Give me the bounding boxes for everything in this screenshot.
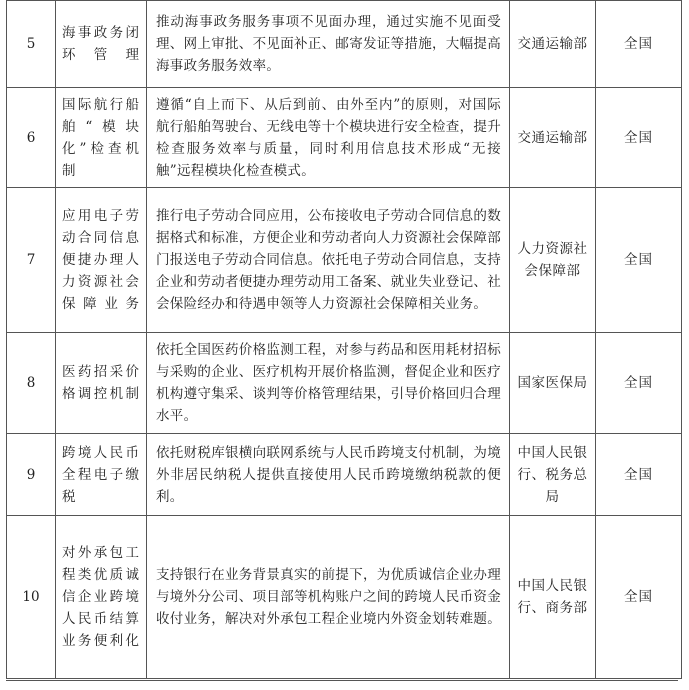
row-index: 5 xyxy=(26,36,36,52)
department: 人力资源社会保障部 xyxy=(517,241,588,279)
measure-name-cell xyxy=(56,516,147,679)
scope: 全国 xyxy=(624,129,653,146)
measure-description-cell xyxy=(147,1,510,88)
table-row xyxy=(7,1,682,88)
row-index-cell xyxy=(7,434,56,516)
department: 交通运输部 xyxy=(517,129,588,146)
department-cell xyxy=(510,516,596,679)
measure-description: 遵循“自上而下、从后到前、由外至内”的原则，对国际航行船舶驾驶台、无线电等十个模块进行安全检查，提升检查服务效率与质量，同时利用信息技术形成“无接触”远程模块化检查模式。 xyxy=(156,96,501,179)
measure-name: 海事政务闭环管理 xyxy=(62,25,140,63)
measure-description-cell xyxy=(147,188,510,333)
scope-cell xyxy=(596,516,682,679)
table-row xyxy=(7,434,682,516)
department-cell xyxy=(510,88,596,188)
department: 交通运输部 xyxy=(517,36,588,52)
measure-description: 推动海事政务服务事项不见面办理，通过实施不见面受理、网上审批、不见面补正、邮寄发证等措施，大幅提高海事政务服务效率。 xyxy=(156,14,501,74)
measure-name-cell xyxy=(56,188,147,333)
table-row xyxy=(7,516,682,679)
department: 中国人民银行、税务总局 xyxy=(517,444,588,505)
row-index-cell xyxy=(7,88,56,188)
department-cell xyxy=(510,188,596,333)
row-index: 6 xyxy=(26,129,36,146)
measure-description: 依托财税库银横向联网系统与人民币跨境支付机制，为境外非居民纳税人提供直接使用人民币跨境缴纳税款的便利。 xyxy=(156,444,501,505)
table-row xyxy=(7,88,682,188)
scope-cell xyxy=(596,434,682,516)
scope-cell xyxy=(596,1,682,88)
measure-description-cell xyxy=(147,88,510,188)
department: 中国人民银行、商务部 xyxy=(517,578,588,616)
measure-description: 支持银行在业务背景真实的前提下，为优质诚信企业办理与境外分公司、项目部等机构账户之间的跨境人民币资金收付业务，解决对外承包工程企业境内外资金划转难题。 xyxy=(156,567,501,627)
measures-table xyxy=(6,0,682,679)
measure-description: 依托全国医药价格监测工程，对参与药品和医用耗材招标与采购的企业、医疗机构开展价格监测，督促企业和医疗机构遵守集采、谈判等价格管理结果，引导价格回归合理水平。 xyxy=(156,342,501,424)
measure-name-cell xyxy=(56,434,147,516)
row-index: 9 xyxy=(26,466,36,483)
row-index-cell xyxy=(7,1,56,88)
row-index: 7 xyxy=(26,252,36,268)
scope-cell xyxy=(596,333,682,434)
row-index: 10 xyxy=(22,589,40,605)
measure-name-cell xyxy=(56,1,147,88)
department-cell xyxy=(510,1,596,88)
department: 国家医保局 xyxy=(517,375,588,391)
measure-name: 对外承包工程类优质诚信企业跨境人民币结算业务便利化 xyxy=(62,545,140,649)
measure-description-cell xyxy=(147,516,510,679)
measure-name: 应用电子劳动合同信息便捷办理人力资源社会保障业务 xyxy=(62,208,140,312)
measure-description-cell xyxy=(147,333,510,434)
row-index-cell xyxy=(7,188,56,333)
scope-cell xyxy=(596,188,682,333)
scope: 全国 xyxy=(624,375,653,391)
row-index: 8 xyxy=(26,375,36,391)
table-row xyxy=(7,188,682,333)
row-index-cell xyxy=(7,333,56,434)
scope: 全国 xyxy=(624,252,653,268)
measure-name: 跨境人民币全程电子缴税 xyxy=(62,444,140,505)
scope: 全国 xyxy=(624,589,653,605)
scope-cell xyxy=(596,88,682,188)
measure-description-cell xyxy=(147,434,510,516)
measure-description: 推行电子劳动合同应用，公布接收电子劳动合同信息的数据格式和标准，方便企业和劳动者向人力资源社会保障部门报送电子劳动合同信息。依托电子劳动合同信息，支持企业和劳动者便捷办理劳动用工备案、就业失业登记、社会保险经办和待遇申领等人力资源社会保障相关业务。 xyxy=(156,208,501,312)
measure-name-cell xyxy=(56,88,147,188)
scope: 全国 xyxy=(624,466,653,483)
row-index-cell xyxy=(7,516,56,679)
measure-name-cell xyxy=(56,333,147,434)
measure-name: 国际航行船舶“模块化”检查机制 xyxy=(62,96,140,179)
table-row xyxy=(7,333,682,434)
measure-name: 医药招采价格调控机制 xyxy=(62,364,140,402)
department-cell xyxy=(510,333,596,434)
scope: 全国 xyxy=(624,36,653,52)
department-cell xyxy=(510,434,596,516)
